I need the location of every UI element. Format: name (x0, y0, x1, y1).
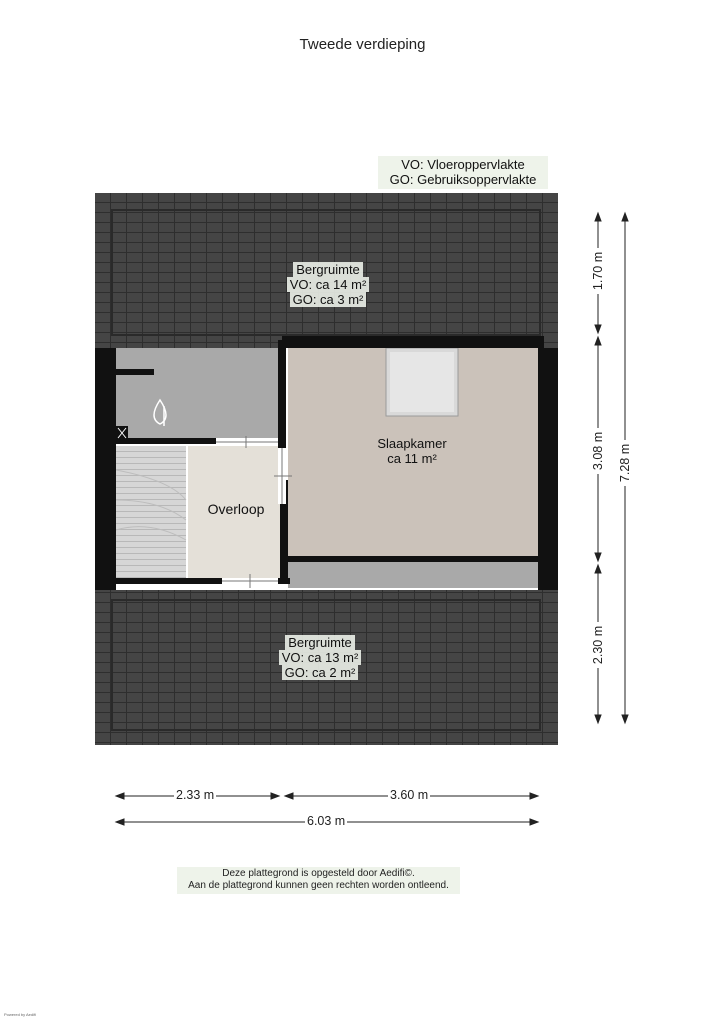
dim-depth-total: 7.28 m (618, 440, 632, 486)
storage-strip (288, 562, 538, 588)
dim-width-total: 6.03 m (307, 814, 346, 828)
staircase (116, 446, 186, 578)
room-label-slaapkamer (352, 436, 472, 466)
slaapkamer-area: ca 11 m² (387, 451, 437, 466)
wall-left (95, 348, 116, 590)
wall-bottom-right (278, 578, 290, 584)
room-label-overloop (196, 502, 276, 517)
skylight-inner (390, 352, 454, 412)
bergruimte-bottom-go: GO: ca 2 m² (282, 665, 359, 680)
legend-vo: VO: Vloeroppervlakte (401, 157, 525, 172)
wall-storage-top (116, 438, 216, 444)
room-label-bergruimte-bottom (250, 635, 390, 680)
dim-width-left: 2.33 m (176, 788, 215, 802)
legend-go: GO: Gebruiksoppervlakte (389, 172, 537, 187)
bergruimte-top-vo: VO: ca 14 m² (287, 277, 370, 292)
dim-depth-middle: 3.08 m (591, 428, 605, 474)
disclaimer-line2: Aan de plattegrond kunnen geen rechten worden ontleend. (188, 880, 449, 891)
disclaimer-line1: Deze plattegrond is opgesteld door Aedifi©. (222, 868, 415, 879)
storage-left-floor (116, 348, 278, 440)
bergruimte-top-name: Bergruimte (293, 262, 363, 277)
plan-title: Tweede verdieping (299, 36, 426, 53)
dim-depth-top: 1.70 m (591, 248, 605, 294)
bergruimte-bottom-vo: VO: ca 13 m² (279, 650, 362, 665)
slaapkamer-name: Slaapkamer (377, 436, 447, 451)
wall-slaapkamer-top (282, 336, 544, 348)
bergruimte-bottom-name: Bergruimte (285, 635, 355, 650)
disclaimer (177, 867, 460, 894)
wall-right (538, 348, 558, 590)
dim-width-right: 3.60 m (390, 788, 429, 802)
wall-bottom (116, 578, 222, 584)
bergruimte-top-go: GO: ca 3 m² (290, 292, 367, 307)
dim-depth-bottom: 2.30 m (591, 622, 605, 668)
wall-center (278, 340, 286, 448)
credit-text: Powered by Aedifi (4, 1012, 37, 1017)
wall-storage-stub (116, 369, 154, 375)
room-label-bergruimte-top (258, 262, 398, 307)
wall-slaapkamer-bottom (282, 556, 540, 562)
overloop-name: Overloop (207, 501, 265, 517)
